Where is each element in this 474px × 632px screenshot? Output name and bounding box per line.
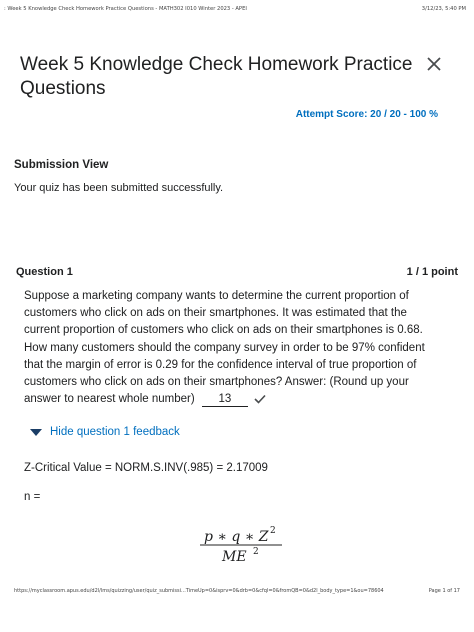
formula-numerator: p ∗ q ∗ Z	[204, 529, 269, 545]
triangle-down-icon	[30, 429, 42, 436]
print-footer-url: https://myclassroom.apus.edu/d2l/lms/quizzing/user/quiz_submissi...TimeUp=0&isprv=0&drb=0&cfql=0&fromQB=0&d2l_body_type=1&ou=78604	[14, 588, 384, 594]
sample-size-formula	[198, 524, 284, 564]
question-label: Question 1	[16, 266, 73, 278]
close-icon	[425, 55, 443, 73]
dialog-title: Week 5 Knowledge Check Homework Practice Questions	[20, 54, 413, 99]
print-footer	[14, 588, 460, 594]
close-button[interactable]	[425, 55, 443, 73]
attempt-score: Attempt Score: 20 / 20 - 100 %	[295, 109, 438, 120]
n-label: n =	[24, 491, 41, 503]
question-points: 1 / 1 point	[406, 266, 458, 278]
print-footer-page: Page 1 of 17	[428, 588, 460, 594]
question-body	[24, 288, 444, 408]
submission-message: Your quiz has been submitted successfully.	[14, 182, 224, 194]
print-header-datetime: 3/12/23, 5:40 PM	[421, 6, 466, 12]
z-critical-value: Z-Critical Value = NORM.S.INV(.985) = 2.17009	[24, 462, 268, 474]
checkmark-icon	[254, 394, 266, 404]
question-header	[16, 266, 458, 278]
question-text: Suppose a marketing company wants to determine the current proportion of customers who click on ads on their smartphones. It was estimated that the current proportion of customers who click on ads on their smartphones is 0.68. How many customers should the company survey in order to be 97% confident that the margin of error is 0.29 for the confidence interval of true proportion of customers who click on ads on their smartphones? Answer: (Round up your answer to nearest whole number)	[24, 290, 425, 406]
answer-field: 13	[202, 392, 248, 407]
submission-view-heading: Submission View	[14, 159, 109, 171]
formula-denominator: ME	[222, 549, 247, 564]
hide-feedback-label: Hide question 1 feedback	[50, 426, 180, 438]
print-header-title: : Week 5 Knowledge Check Homework Practice Questions - MATH302 I010 Winter 2023 - APEI	[4, 6, 247, 12]
print-header	[4, 6, 466, 12]
hide-feedback-link[interactable]	[30, 426, 180, 438]
formula-denominator-exponent: 2	[253, 547, 259, 557]
formula-numerator-exponent: 2	[270, 526, 276, 536]
